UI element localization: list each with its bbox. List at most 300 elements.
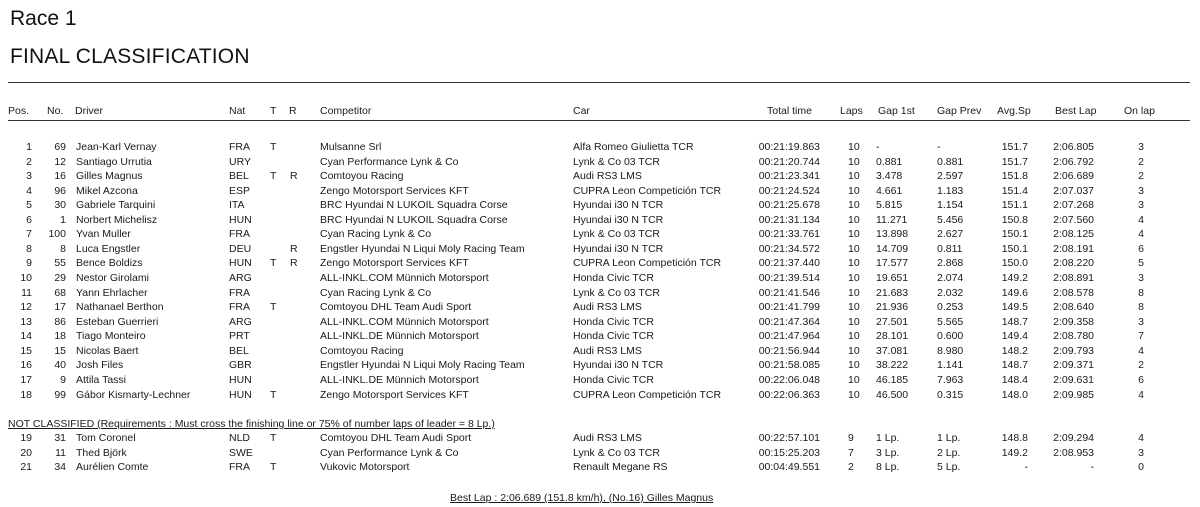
cell-best: 2:09.985 (1053, 388, 1094, 401)
cell-total: 00:21:24.524 (758, 184, 820, 197)
cell-avg: - (1024, 461, 1028, 473)
cell-driver: Luca Engstler (76, 242, 141, 255)
cell-t: T (270, 257, 277, 270)
cell-driver: Santiago Urrutia (76, 155, 152, 168)
col-total-time-header: Total time (767, 105, 812, 117)
cell-onlap: 2 (1138, 359, 1144, 372)
cell-laps: 10 (848, 170, 860, 183)
cell-total: 00:21:23.341 (758, 170, 820, 183)
cell-best: 2:06.792 (1053, 155, 1094, 168)
cell-no: 8 (60, 242, 66, 255)
cell-no: 34 (54, 461, 66, 473)
cell-nat: FRA (229, 461, 250, 473)
cell-driver: Yvan Muller (76, 228, 131, 241)
col-r-header: R (289, 105, 297, 117)
cell-avg: 151.7 (1001, 155, 1028, 168)
cell-pos: 9 (26, 257, 32, 270)
cell-gapprev: 0.600 (937, 330, 964, 343)
cell-no: 99 (54, 388, 66, 401)
col-car-header: Car (573, 105, 590, 117)
cell-best: 2:09.793 (1053, 344, 1094, 357)
cell-t: T (270, 141, 277, 153)
cell-competitor: Vukovic Motorsport (320, 461, 410, 473)
cell-car: Audi RS3 LMS (573, 170, 642, 183)
cell-driver: Gábor Kismarty-Lechner (76, 388, 191, 401)
cell-onlap: 3 (1138, 199, 1144, 212)
cell-driver: Mikel Azcona (76, 184, 138, 197)
cell-competitor: ALL-INKL.DE Münnich Motorsport (320, 373, 479, 386)
col-nat-header: Nat (229, 105, 246, 117)
cell-gapprev: 0.315 (937, 388, 964, 401)
cell-driver: Nathanael Berthon (76, 301, 164, 314)
col-gap-1st-header: Gap 1st (878, 105, 915, 117)
cell-car: Hyundai i30 N TCR (573, 199, 664, 212)
cell-pos: 1 (26, 141, 32, 153)
col-no-header: No. (47, 105, 64, 117)
cell-best: 2:07.268 (1053, 199, 1094, 212)
cell-t: T (270, 170, 277, 183)
cell-avg: 151.4 (1001, 184, 1028, 197)
cell-laps: 10 (848, 301, 860, 314)
cell-laps: 10 (848, 286, 860, 299)
cell-no: 11 (55, 446, 66, 459)
cell-no: 18 (54, 330, 66, 343)
cell-avg: 150.1 (1001, 242, 1028, 255)
cell-driver: Tiago Monteiro (76, 330, 146, 343)
cell-pos: 5 (26, 199, 32, 212)
cell-competitor: BRC Hyundai N LUKOIL Squadra Corse (320, 199, 508, 212)
cell-pos: 15 (20, 344, 32, 357)
cell-t: T (270, 461, 277, 473)
cell-nat: HUN (229, 213, 252, 226)
cell-total: 00:22:06.048 (758, 373, 820, 386)
cell-nat: URY (229, 155, 251, 168)
col-laps-header: Laps (840, 105, 863, 117)
cell-total: 00:21:25.678 (758, 199, 820, 212)
cell-best: 2:08.953 (1053, 446, 1094, 459)
cell-r: R (290, 170, 298, 183)
cell-t: T (270, 301, 277, 314)
cell-best: 2:08.891 (1053, 272, 1094, 285)
cell-gapprev: 8.980 (937, 344, 964, 357)
cell-nat: PRT (229, 330, 250, 343)
cell-onlap: 4 (1138, 228, 1144, 241)
cell-onlap: 3 (1138, 446, 1144, 459)
cell-best: 2:08.578 (1053, 286, 1094, 299)
cell-car: Lynk & Co 03 TCR (573, 228, 660, 241)
best-lap-note: Best Lap : 2:06.689 (151.8 km/h), (No.16) Gilles Magnus (450, 492, 714, 504)
cell-nat: FRA (229, 286, 250, 299)
cell-competitor: Comtoyou Racing (320, 344, 404, 357)
cell-avg: 148.7 (1001, 359, 1028, 372)
cell-total: 00:21:41.546 (758, 286, 820, 299)
cell-total: 00:04:49.551 (758, 461, 820, 473)
cell-avg: 149.2 (1001, 272, 1028, 285)
cell-laps: 9 (848, 432, 854, 444)
cell-driver: Attila Tassi (76, 373, 126, 386)
col-t-header: T (270, 105, 277, 117)
cell-car: Alfa Romeo Giulietta TCR (573, 141, 694, 153)
document-title: FINAL CLASSIFICATION (10, 45, 250, 68)
cell-car: Lynk & Co 03 TCR (573, 286, 660, 299)
cell-gapprev: 7.963 (937, 373, 964, 386)
cell-gapprev: 5 Lp. (937, 461, 961, 473)
cell-total: 00:22:57.101 (758, 432, 820, 444)
cell-laps: 10 (848, 272, 860, 285)
cell-competitor: Zengo Motorsport Services KFT (320, 184, 469, 197)
cell-onlap: 6 (1138, 373, 1144, 386)
cell-pos: 12 (20, 301, 32, 314)
cell-car: Renault Megane RS (573, 461, 668, 473)
cell-driver: Thed Björk (76, 446, 127, 459)
cell-gap1: 4.661 (876, 184, 903, 197)
cell-car: Honda Civic TCR (573, 315, 654, 328)
cell-pos: 14 (20, 330, 32, 343)
cell-car: Honda Civic TCR (573, 373, 654, 386)
cell-nat: HUN (229, 257, 252, 270)
cell-pos: 10 (20, 272, 32, 285)
cell-gapprev: 0.811 (937, 242, 963, 255)
cell-onlap: 4 (1138, 344, 1144, 357)
cell-avg: 148.0 (1001, 388, 1028, 401)
cell-best: 2:06.689 (1053, 170, 1094, 183)
cell-laps: 10 (848, 388, 860, 401)
cell-gapprev: 2.074 (937, 272, 964, 285)
cell-competitor: Engstler Hyundai N Liqui Moly Racing Team (320, 242, 525, 255)
cell-competitor: Zengo Motorsport Services KFT (320, 388, 469, 401)
cell-pos: 21 (20, 461, 32, 473)
cell-pos: 6 (26, 213, 32, 226)
cell-driver: Aurélien Comte (76, 461, 149, 473)
cell-laps: 10 (848, 141, 860, 153)
cell-gapprev: 5.565 (937, 315, 964, 328)
cell-laps: 10 (848, 373, 860, 386)
cell-nat: BEL (229, 344, 249, 357)
cell-best: 2:09.631 (1053, 373, 1094, 386)
cell-gap1: 46.185 (876, 373, 909, 386)
cell-laps: 10 (848, 315, 860, 328)
cell-onlap: 4 (1138, 388, 1144, 401)
cell-nat: ITA (229, 199, 245, 212)
cell-gap1: 28.101 (876, 330, 909, 343)
cell-pos: 13 (20, 315, 32, 328)
cell-no: 86 (54, 315, 66, 328)
cell-best: 2:07.560 (1053, 213, 1094, 226)
cell-onlap: 8 (1138, 286, 1144, 299)
cell-no: 31 (54, 432, 66, 444)
cell-total: 00:21:58.085 (758, 359, 820, 372)
cell-nat: HUN (229, 388, 252, 401)
cell-best: 2:08.640 (1053, 301, 1094, 314)
cell-gapprev: 2.032 (937, 286, 964, 299)
not-classified-note: NOT CLASSIFIED (Requirements : Must cross the finishing line or 75% of number laps of leader = 8 Lp.) (8, 418, 495, 430)
cell-car: CUPRA Leon Competición TCR (573, 388, 722, 401)
cell-driver: Bence Boldizs (76, 257, 143, 270)
cell-gapprev: 0.253 (937, 301, 964, 314)
cell-avg: 150.1 (1001, 228, 1028, 241)
cell-driver: Yann Ehrlacher (76, 286, 148, 299)
cell-car: Audi RS3 LMS (573, 301, 642, 314)
cell-avg: 151.7 (1001, 141, 1028, 153)
cell-laps: 10 (848, 330, 860, 343)
cell-laps: 10 (848, 199, 860, 212)
cell-no: 96 (54, 184, 66, 197)
cell-laps: 10 (848, 213, 860, 226)
cell-total: 00:21:34.572 (758, 242, 820, 255)
col-best-lap-header: Best Lap (1055, 105, 1097, 117)
cell-laps: 10 (848, 257, 860, 270)
cell-avg: 149.4 (1001, 330, 1028, 343)
cell-gapprev: 1.154 (937, 199, 964, 212)
cell-t: T (270, 388, 277, 401)
cell-gap1: 27.501 (876, 315, 909, 328)
cell-gapprev: 0.881 (937, 155, 964, 168)
cell-car: Honda Civic TCR (573, 272, 654, 285)
col-on-lap-header: On lap (1124, 105, 1155, 117)
cell-nat: HUN (229, 373, 252, 386)
col-avg-speed-header: Avg.Sp (997, 105, 1031, 117)
cell-best: 2:09.358 (1053, 315, 1094, 328)
cell-car: Audi RS3 LMS (573, 344, 642, 357)
cell-gapprev: 1.183 (937, 184, 964, 197)
cell-nat: FRA (229, 301, 250, 314)
cell-competitor: Cyan Racing Lynk & Co (320, 228, 432, 241)
cell-gapprev: 1.141 (937, 359, 964, 372)
cell-pos: 20 (20, 446, 32, 459)
cell-avg: 148.4 (1001, 373, 1028, 386)
cell-total: 00:21:33.761 (758, 228, 820, 241)
cell-gap1: 38.222 (876, 359, 909, 372)
cell-onlap: 3 (1138, 141, 1144, 153)
cell-avg: 148.7 (1001, 315, 1028, 328)
cell-no: 16 (54, 170, 66, 183)
cell-onlap: 7 (1138, 330, 1144, 343)
cell-total: 00:21:37.440 (758, 257, 820, 270)
cell-best: 2:09.294 (1053, 432, 1094, 444)
cell-nat: FRA (229, 228, 250, 241)
cell-no: 100 (48, 228, 66, 241)
cell-total: 00:21:56.944 (758, 344, 820, 357)
cell-pos: 18 (20, 388, 32, 401)
cell-gap1: 21.936 (876, 301, 909, 314)
cell-gap1: 3 Lp. (876, 446, 900, 459)
cell-competitor: ALL-INKL.DE Münnich Motorsport (320, 330, 479, 343)
cell-driver: Jean-Karl Vernay (76, 141, 157, 153)
top-divider (8, 82, 1190, 83)
cell-total: 00:22:06.363 (758, 388, 820, 401)
cell-avg: 149.5 (1001, 301, 1028, 314)
cell-avg: 149.6 (1001, 286, 1028, 299)
cell-pos: 19 (20, 432, 32, 444)
cell-driver: Gilles Magnus (76, 170, 143, 183)
cell-onlap: 3 (1138, 315, 1144, 328)
cell-car: CUPRA Leon Competición TCR (573, 257, 722, 270)
cell-gapprev: 2 Lp. (937, 446, 961, 459)
col-driver-header: Driver (75, 105, 103, 117)
cell-laps: 2 (848, 461, 854, 473)
cell-car: Lynk & Co 03 TCR (573, 155, 660, 168)
cell-avg: 148.8 (1001, 432, 1028, 444)
cell-gap1: 21.683 (876, 286, 909, 299)
cell-gap1: 8 Lp. (876, 461, 900, 473)
cell-pos: 2 (26, 155, 32, 168)
race-title: Race 1 (10, 7, 77, 30)
cell-onlap: 4 (1138, 432, 1144, 444)
cell-total: 00:21:31.134 (758, 213, 820, 226)
cell-car: Hyundai i30 N TCR (573, 213, 664, 226)
cell-competitor: Comtoyou DHL Team Audi Sport (320, 301, 472, 314)
cell-nat: ARG (229, 315, 252, 328)
cell-driver: Josh Files (76, 359, 124, 372)
cell-gapprev: 2.627 (937, 228, 964, 241)
cell-no: 1 (60, 213, 66, 226)
cell-laps: 10 (848, 344, 860, 357)
cell-competitor: Cyan Racing Lynk & Co (320, 286, 432, 299)
cell-car: Lynk & Co 03 TCR (573, 446, 660, 459)
cell-gap1: 1 Lp. (876, 432, 900, 444)
cell-best: 2:08.125 (1053, 228, 1094, 241)
cell-gapprev: - (937, 141, 941, 153)
cell-gap1: 0.881 (876, 155, 903, 168)
cell-competitor: Cyan Performance Lynk & Co (320, 155, 459, 168)
cell-competitor: Cyan Performance Lynk & Co (320, 446, 459, 459)
cell-gapprev: 2.597 (937, 170, 964, 183)
cell-laps: 10 (848, 155, 860, 168)
cell-gap1: 17.577 (876, 257, 909, 270)
cell-nat: DEU (229, 242, 252, 255)
cell-r: R (290, 257, 298, 270)
cell-pos: 16 (20, 359, 32, 372)
cell-onlap: 3 (1138, 184, 1144, 197)
cell-avg: 148.2 (1001, 344, 1028, 357)
cell-pos: 3 (26, 170, 32, 183)
cell-competitor: Comtoyou Racing (320, 170, 404, 183)
cell-best: 2:06.805 (1053, 141, 1094, 153)
cell-best: 2:08.220 (1053, 257, 1094, 270)
cell-onlap: 8 (1138, 301, 1144, 314)
cell-total: 00:21:41.799 (758, 301, 820, 314)
cell-gap1: - (876, 141, 880, 153)
cell-nat: ESP (229, 184, 251, 197)
cell-driver: Nicolas Baert (76, 344, 139, 357)
col-competitor-header: Competitor (320, 105, 372, 117)
cell-no: 15 (54, 344, 66, 357)
cell-best: 2:08.191 (1053, 242, 1094, 255)
cell-onlap: 2 (1138, 170, 1144, 183)
cell-total: 00:21:47.964 (758, 330, 820, 343)
cell-driver: Norbert Michelisz (76, 213, 158, 226)
cell-car: Hyundai i30 N TCR (573, 242, 664, 255)
cell-competitor: Mulsanne Srl (320, 141, 382, 153)
cell-gapprev: 5.456 (937, 213, 964, 226)
cell-gap1: 3.478 (876, 170, 903, 183)
cell-nat: ARG (229, 272, 252, 285)
cell-laps: 10 (848, 242, 860, 255)
cell-best: 2:08.780 (1053, 330, 1094, 343)
cell-driver: Tom Coronel (76, 432, 136, 444)
cell-nat: FRA (229, 141, 250, 153)
cell-gap1: 37.081 (876, 344, 909, 357)
col-gap-prev-header: Gap Prev (937, 105, 982, 117)
cell-avg: 150.0 (1001, 257, 1028, 270)
cell-onlap: 3 (1138, 272, 1144, 285)
cell-no: 55 (54, 257, 66, 270)
col-pos-header: Pos. (8, 105, 30, 117)
cell-gapprev: 2.868 (937, 257, 964, 270)
cell-pos: 8 (26, 242, 32, 255)
cell-driver: Esteban Guerrieri (76, 315, 159, 328)
cell-laps: 10 (848, 228, 860, 241)
cell-competitor: ALL-INKL.COM Münnich Motorsport (320, 315, 489, 328)
cell-onlap: 0 (1138, 461, 1144, 473)
cell-car: Audi RS3 LMS (573, 432, 642, 444)
cell-onlap: 2 (1138, 155, 1144, 168)
cell-no: 17 (54, 301, 66, 314)
cell-no: 12 (54, 155, 66, 168)
cell-competitor: Comtoyou DHL Team Audi Sport (320, 432, 472, 444)
cell-onlap: 4 (1138, 213, 1144, 226)
header-divider (8, 120, 1190, 121)
cell-gap1: 13.898 (876, 228, 909, 241)
cell-pos: 17 (20, 373, 32, 386)
cell-onlap: 5 (1138, 257, 1144, 270)
cell-no: 68 (54, 286, 66, 299)
cell-t: T (270, 432, 277, 444)
cell-car: CUPRA Leon Competición TCR (573, 184, 722, 197)
cell-gapprev: 1 Lp. (937, 432, 961, 444)
cell-driver: Nestor Girolami (76, 272, 149, 285)
cell-driver: Gabriele Tarquini (76, 199, 156, 212)
cell-laps: 7 (848, 446, 854, 459)
cell-competitor: Engstler Hyundai N Liqui Moly Racing Team (320, 359, 525, 372)
cell-laps: 10 (848, 184, 860, 197)
cell-gap1: 5.815 (876, 199, 903, 212)
cell-best: 2:09.371 (1053, 359, 1094, 372)
cell-avg: 151.8 (1001, 170, 1028, 183)
cell-avg: 149.2 (1001, 446, 1028, 459)
cell-gap1: 14.709 (876, 242, 909, 255)
cell-best: - (1090, 461, 1094, 473)
cell-avg: 150.8 (1001, 213, 1028, 226)
cell-no: 30 (54, 199, 66, 212)
cell-total: 00:21:47.364 (758, 315, 820, 328)
cell-competitor: ALL-INKL.COM Münnich Motorsport (320, 272, 489, 285)
cell-total: 00:21:39.514 (758, 272, 820, 285)
cell-r: R (290, 242, 298, 255)
cell-car: Honda Civic TCR (573, 330, 654, 343)
cell-onlap: 6 (1138, 242, 1144, 255)
cell-nat: BEL (229, 170, 249, 183)
cell-no: 69 (54, 141, 66, 153)
cell-pos: 7 (26, 228, 32, 241)
cell-nat: NLD (229, 432, 251, 444)
cell-pos: 11 (21, 286, 32, 299)
cell-best: 2:07.037 (1053, 184, 1094, 197)
cell-total: 00:15:25.203 (758, 446, 820, 459)
cell-gap1: 11.271 (876, 213, 908, 226)
cell-pos: 4 (26, 184, 32, 197)
cell-gap1: 19.651 (876, 272, 909, 285)
cell-car: Hyundai i30 N TCR (573, 359, 664, 372)
cell-gap1: 46.500 (876, 388, 909, 401)
cell-competitor: Zengo Motorsport Services KFT (320, 257, 469, 270)
cell-total: 00:21:20.744 (758, 155, 820, 168)
cell-nat: SWE (229, 446, 253, 459)
cell-competitor: BRC Hyundai N LUKOIL Squadra Corse (320, 213, 508, 226)
cell-avg: 151.1 (1001, 199, 1028, 212)
cell-no: 9 (60, 373, 66, 386)
cell-laps: 10 (848, 359, 860, 372)
